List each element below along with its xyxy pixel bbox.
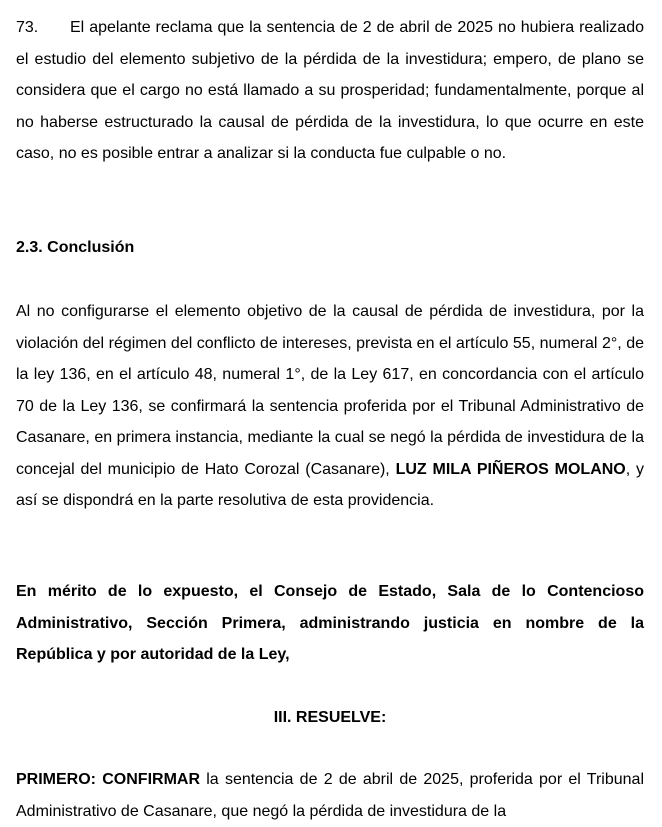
section-heading-conclusion: 2.3. Conclusión bbox=[16, 239, 135, 256]
paragraph-number: 73. bbox=[16, 19, 39, 36]
conclusion-text-after: , y así se dispondrá en la parte resolutiva de esta providencia. bbox=[16, 460, 645, 509]
primero-text: la sentencia de 2 de abril de 2025, proferida por el Tribunal Administrativo de Casanare, que negó la pérdida de investidura de la bbox=[16, 771, 645, 820]
merit-statement: En mérito de lo expuesto, el Consejo de Estado, Sala de lo Contencioso Administrativo, Sección Primera, administrando justicia en nombre de la República y por autoridad de la Ley, bbox=[16, 583, 644, 663]
primero-paragraph bbox=[16, 764, 644, 827]
paragraph-73 bbox=[16, 12, 644, 170]
paragraph-73-text: El apelante reclama que la sentencia de 2 de abril de 2025 no hubiera realizado el estudio del elemento subjetivo de la pérdida de la investidura; empero, de plano se considera que el cargo no está llamado a su prosperidad; fundamentalmente, porque al no haberse estructurado la causal de pérdida de la investidura, lo que ocurre en este caso, no es posible entrar a analizar si la conducta fue culpable o no. bbox=[16, 19, 644, 162]
resolve-heading: III. RESUELVE: bbox=[273, 709, 387, 726]
primero-label: PRIMERO: CONFIRMAR bbox=[16, 771, 201, 788]
conclusion-text-before: Al no configurarse el elemento objetivo de la causal de pérdida de investidura, por la violación del régimen del conflicto de intereses, prevista en el artículo 55, numeral 2°, de la ley 136, en el artículo 48, numeral 1°, de la Ley 617, en concordancia con el artículo 70 de la Ley 136, se confirmará la sentencia proferida por el Tribunal Administrativo de Casanare, en primera instancia, mediante la cual se negó la pérdida de investidura de la concejal del municipio de Hato Corozal (Casanare), bbox=[16, 303, 644, 478]
person-name: LUZ MILA PIÑEROS MOLANO bbox=[395, 460, 626, 478]
conclusion-paragraph bbox=[16, 296, 644, 517]
